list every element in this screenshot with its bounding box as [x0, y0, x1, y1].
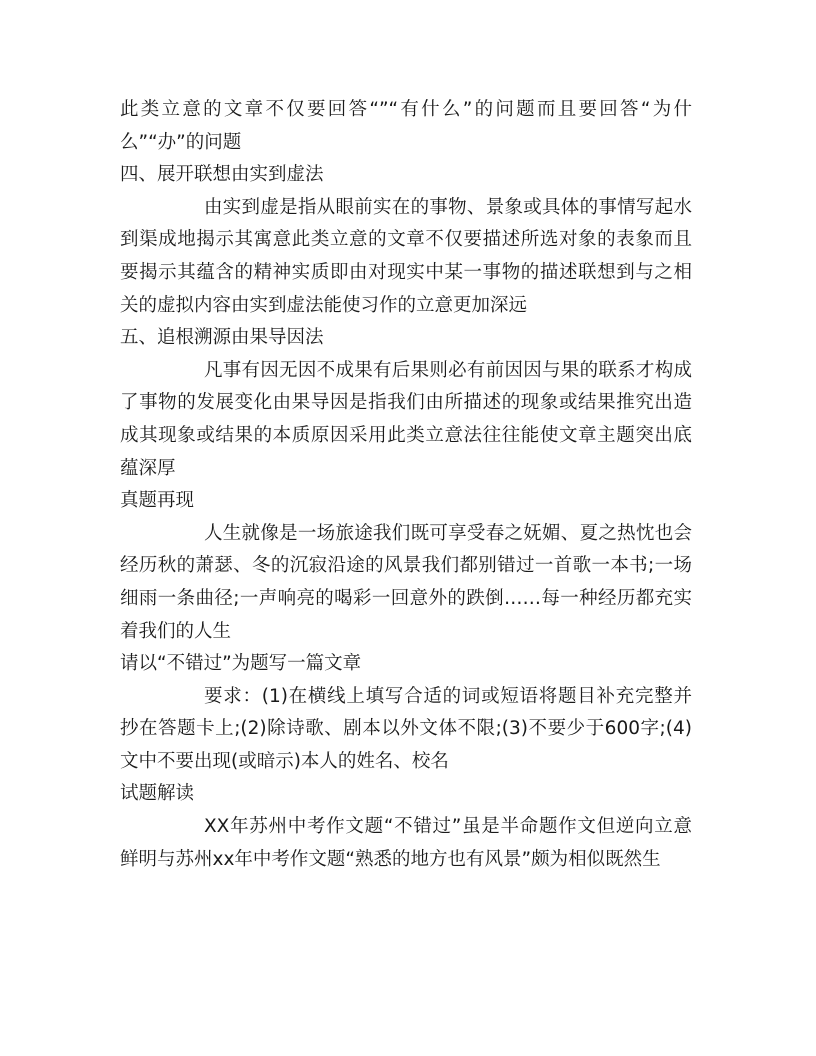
document-body — [120, 94, 692, 876]
heading-essay-title: 请以“不错过”为题写一篇文章 — [120, 653, 362, 675]
heading-question-analysis: 试题解读 — [120, 783, 195, 805]
paragraph-exam-prompt: 人生就像是一场旅途我们既可享受春之妩媚、夏之热忱也会经历秋的萧瑟、冬的沉寂沿途的风景我们都别错过一首歌一本书;一场细雨一条曲径;一声响亮的喝彩一回意外的跌倒……每一种经历都充实着我们的人生 — [120, 522, 692, 642]
heading-exam-question: 真题再现 — [120, 490, 195, 512]
section-heading-4: 四、展开联想由实到虚法 — [120, 164, 324, 186]
paragraph-analysis: XX年苏州中考作文题“不错过”虽是半命题作文但逆向立意鲜明与苏州xx年中考作文题“熟悉的地方也有风景”颇为相似既然生 — [120, 816, 692, 870]
paragraph-section-5: 凡事有因无因不成果有后果则必有前因因与果的联系才构成了事物的发展变化由果导因是指我们由所描述的现象或结果推究出造成其现象或结果的本质原因采用此类立意法往往能使文章主题突出底蕴深厚 — [120, 359, 692, 479]
paragraph-requirements: 要求：(1)在横线上填写合适的词或短语将题目补充完整并抄在答题卡上;(2)除诗歌、剧本以外文体不限;(3)不要少于600字;(4)文中不要出现(或暗示)本人的姓名、校名 — [120, 685, 692, 772]
paragraph-section-4: 由实到虚是指从眼前实在的事物、景象或具体的事情写起水到渠成地揭示其寓意此类立意的文章不仅要描述所选对象的表象而且要揭示其蕴含的精神实质即由对现实中某一事物的描述联想到与之相关的虚拟内容由实到虚法能使习作的立意更加深远 — [120, 196, 692, 316]
section-heading-5: 五、追根溯源由果导因法 — [120, 327, 324, 349]
paragraph-intro-continuation: 此类立意的文章不仅要回答“”“有什么”的问题而且要回答“为什么”“办”的问题 — [120, 99, 692, 153]
